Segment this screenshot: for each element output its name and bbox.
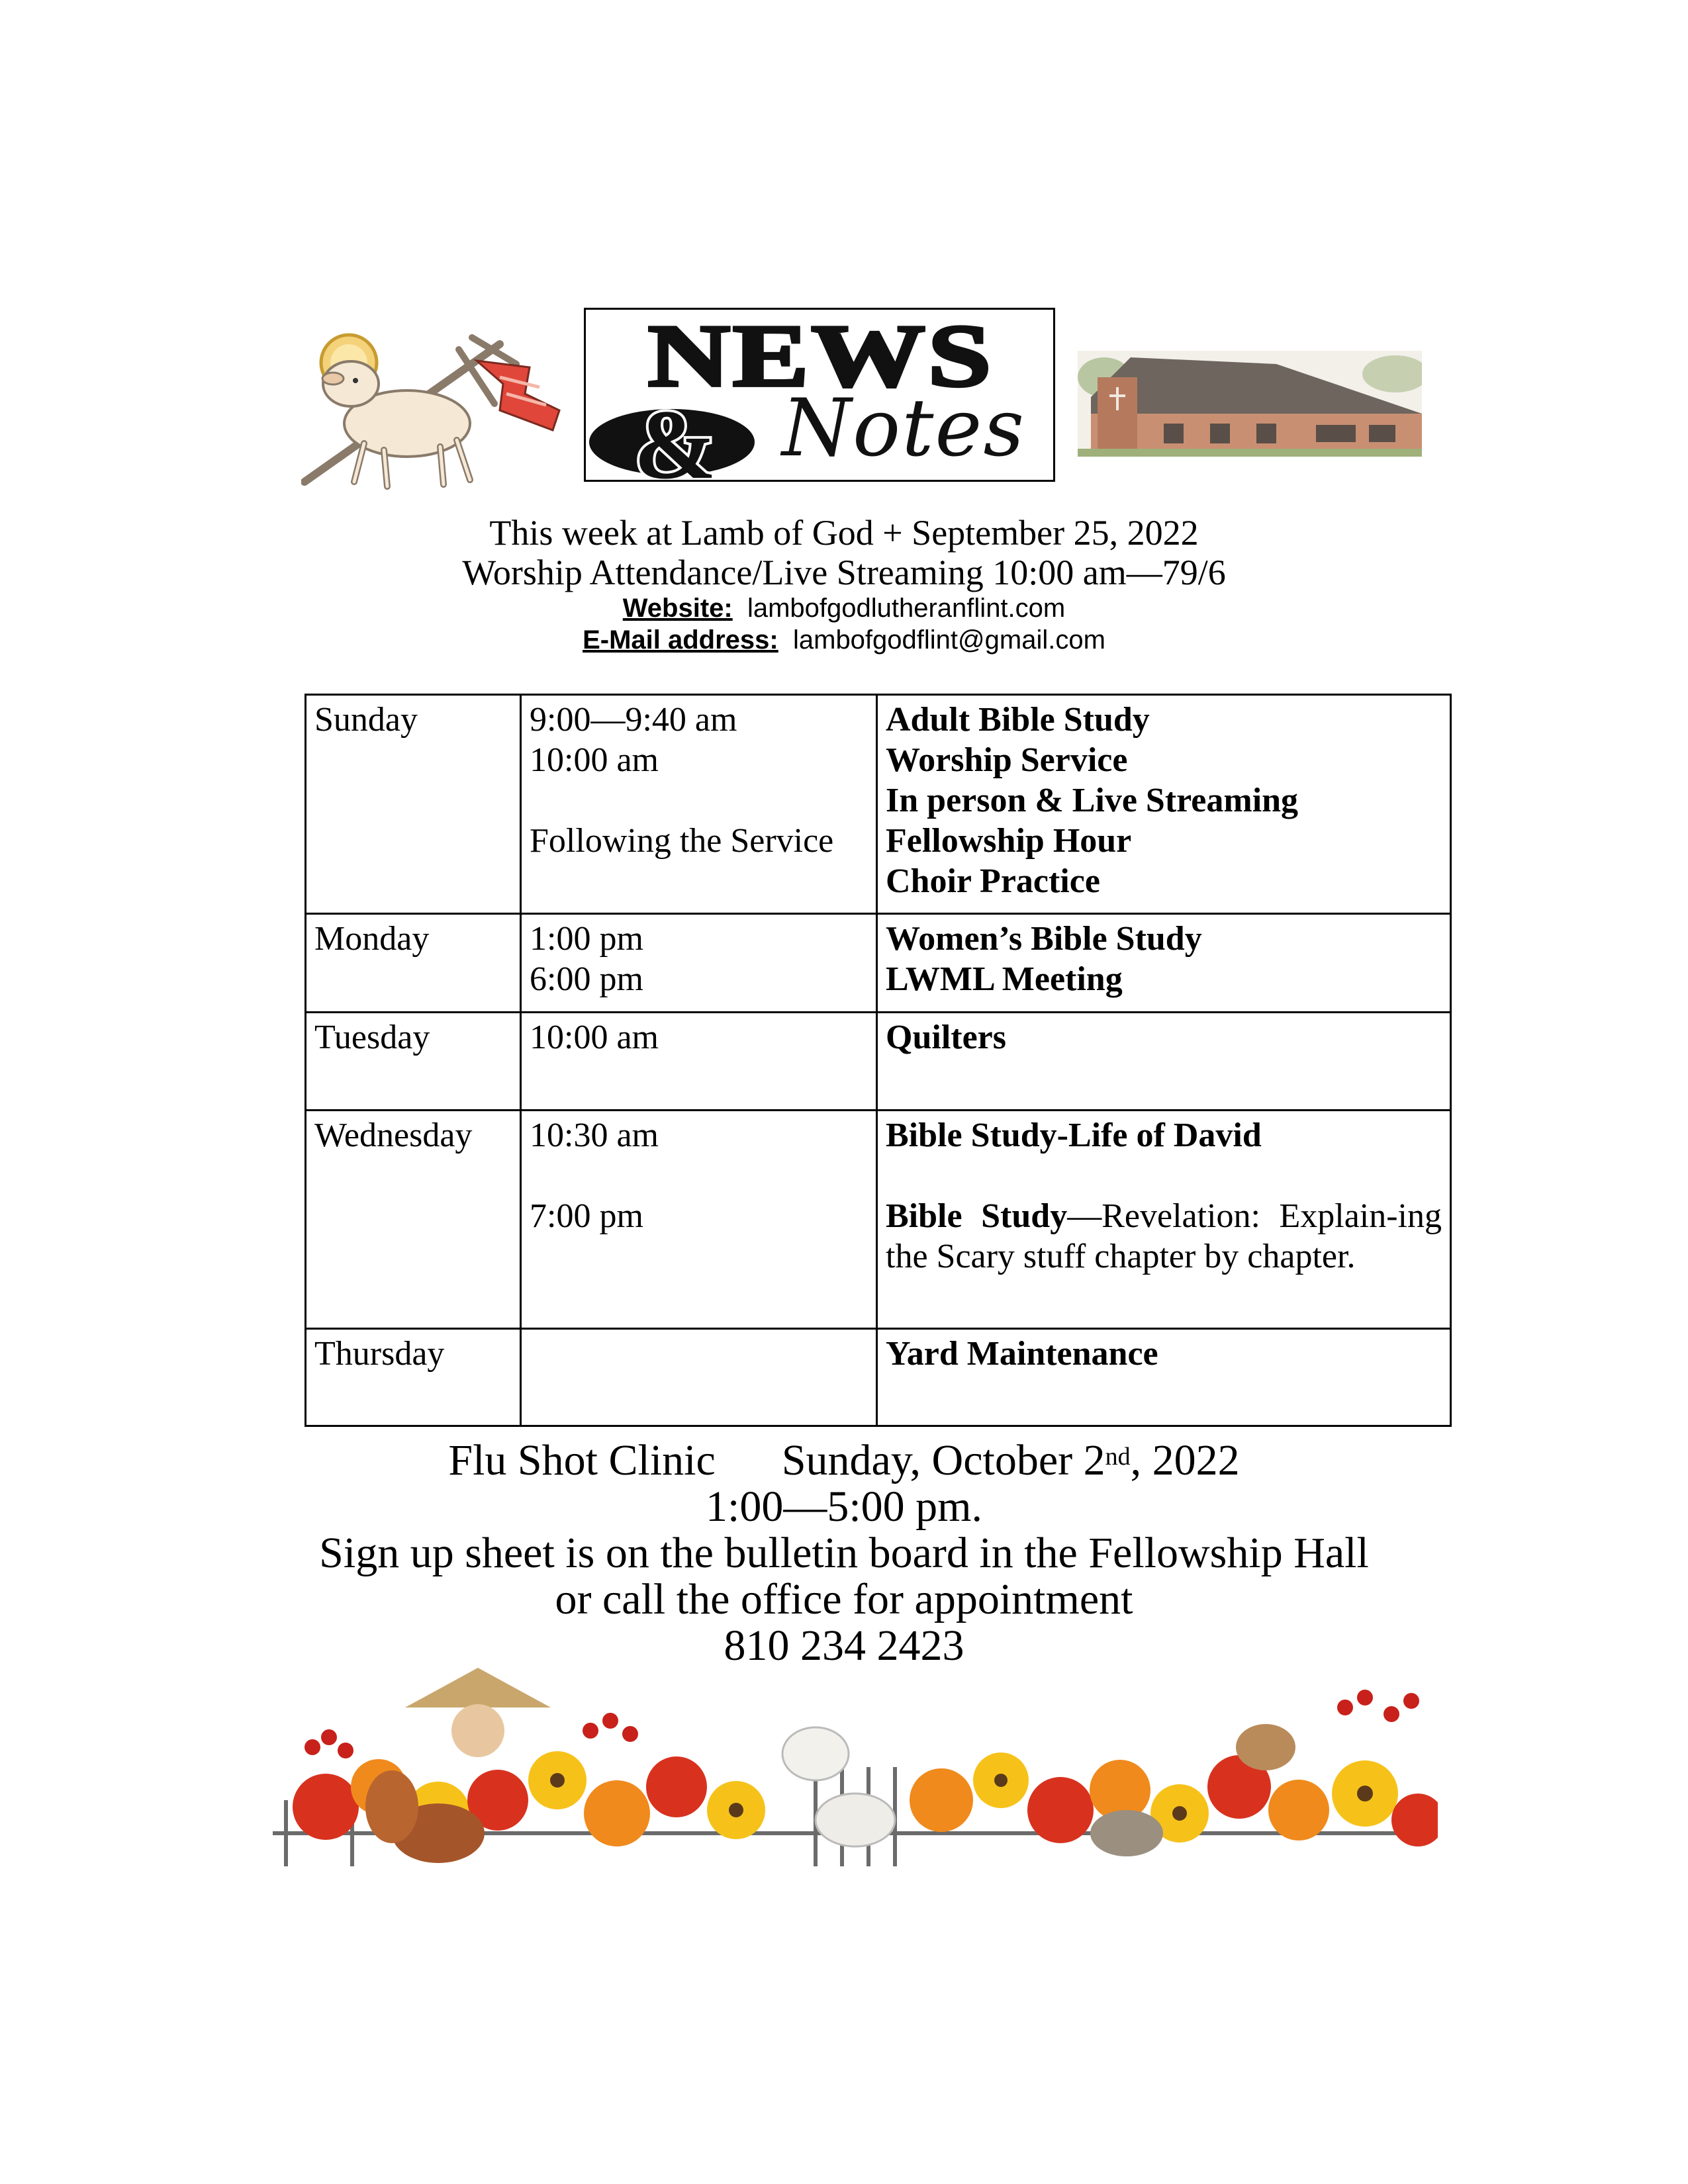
table-row-wednesday [306, 1111, 1451, 1329]
flu-clinic-title: Flu Shot Clinic [448, 1436, 716, 1484]
time-cell [521, 914, 877, 1013]
time-entry: 7:00 pm [530, 1197, 643, 1235]
flu-clinic-hours: 1:00—5:00 pm. [705, 1482, 982, 1531]
time-cell [521, 1329, 877, 1426]
event-entry: Fellowship Hour [886, 822, 1132, 860]
logo-news-word: NEWS [647, 308, 994, 406]
website-link[interactable]: lambofgodlutheranflint.com [747, 594, 1066, 623]
event-entry: Adult Bible Study [886, 701, 1150, 739]
event-entry: Bible Study [886, 1197, 1068, 1235]
website-label: Website: [622, 594, 733, 623]
flu-clinic-notice [0, 1437, 1688, 1669]
event-entry: Women’s Bible Study [886, 920, 1202, 958]
flu-clinic-date [782, 1436, 1240, 1484]
worship-attendance-line: Worship Attendance/Live Streaming 10:00 am—79/6 [462, 553, 1226, 592]
event-cell [877, 1111, 1451, 1329]
event-entry: LWML Meeting [886, 960, 1123, 998]
time-entry: 1:00 pm [530, 920, 643, 958]
day-cell [306, 1111, 521, 1329]
time-entry: 6:00 pm [530, 960, 643, 998]
table-row-thursday [306, 1329, 1451, 1426]
email-line [0, 625, 1688, 655]
autumn-flowers-animals-banner [273, 1668, 1438, 1866]
date-year: , 2022 [1130, 1436, 1240, 1484]
email-label: E-Mail address: [583, 625, 778, 655]
event-entry: Yard Maintenance [886, 1335, 1158, 1373]
time-entry: 10:00 am [530, 741, 659, 779]
day-cell [306, 695, 521, 914]
event-cell [877, 1329, 1451, 1426]
event-entry: Choir Practice [886, 862, 1100, 900]
week-heading: This week at Lamb of God + September 25, 2022 [489, 513, 1199, 553]
news-and-notes-logo [584, 308, 1055, 482]
flu-signup-line: Sign up sheet is on the bulletin board in the Fellowship Hall [319, 1529, 1369, 1577]
time-entry: Following the Service [530, 822, 834, 860]
event-entry: Bible Study-Life of David [886, 1116, 1262, 1154]
table-row-sunday [306, 695, 1451, 914]
day-label: Sunday [314, 701, 418, 739]
table-row-monday [306, 914, 1451, 1013]
day-label: Monday [314, 920, 430, 958]
website-line [0, 594, 1688, 623]
logo-ampersand: & [633, 390, 717, 482]
day-cell [306, 1013, 521, 1111]
day-label: Tuesday [314, 1019, 430, 1056]
day-label: Thursday [314, 1335, 445, 1373]
event-description [886, 1196, 1442, 1277]
event-cell [877, 1013, 1451, 1111]
time-entry: 10:00 am [530, 1019, 659, 1056]
time-cell [521, 1013, 877, 1111]
event-detail: —Revelation: Explain-ing the Scary stuff chapter by chapter. [886, 1197, 1442, 1275]
event-cell [877, 914, 1451, 1013]
email-link[interactable]: lambofgodflint@gmail.com [792, 625, 1105, 655]
time-entry: 10:30 am [530, 1116, 659, 1154]
logo-notes-word: Notes [781, 383, 1026, 475]
time-cell [521, 695, 877, 914]
event-entry: Worship Service [886, 741, 1128, 779]
weekly-schedule-table [305, 694, 1452, 1427]
event-entry: Quilters [886, 1019, 1006, 1056]
date-text: Sunday, October 2 [781, 1436, 1105, 1484]
church-building-photo [1078, 351, 1422, 457]
lamb-of-god-illustration [301, 331, 566, 496]
time-entry: 9:00—9:40 am [530, 701, 737, 739]
day-cell [306, 914, 521, 1013]
time-cell [521, 1111, 877, 1329]
day-label: Wednesday [314, 1116, 473, 1154]
event-cell [877, 695, 1451, 914]
event-entry: In person & Live Streaming [886, 782, 1299, 819]
flu-call-line: or call the office for appointment [555, 1575, 1133, 1623]
table-row-tuesday [306, 1013, 1451, 1111]
flu-title-row [0, 1437, 1688, 1484]
date-ordinal: nd [1105, 1443, 1131, 1471]
office-phone: 810 234 2423 [724, 1621, 964, 1670]
day-cell [306, 1329, 521, 1426]
